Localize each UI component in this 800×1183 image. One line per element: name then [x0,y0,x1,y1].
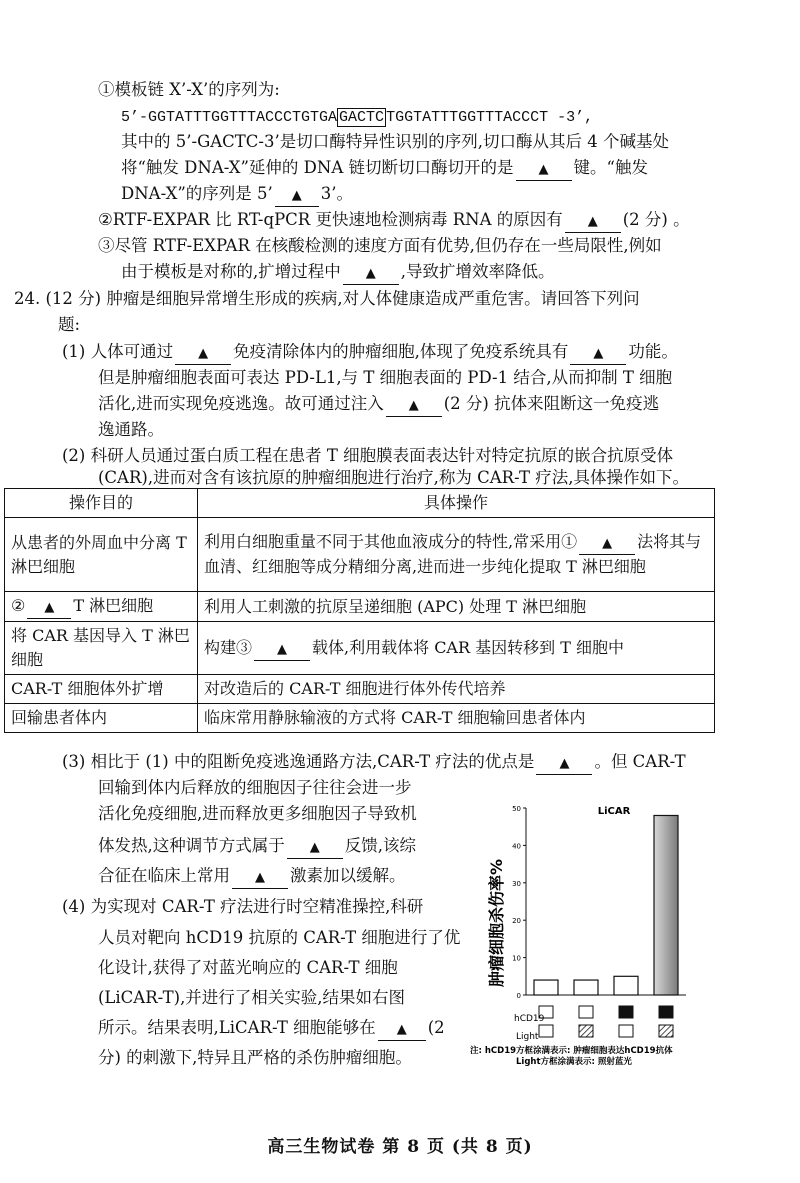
sequence-part-b: TGGTATTTGGTTTACCCT -3’, [386,109,594,126]
y-tick-label: 10 [512,954,521,963]
q24-s4-line5-text: 所示。结果表明,LiCAR-T 细胞能够在 [98,1018,376,1037]
row3-purpose: 将 CAR 基因导入 T 淋巴细胞 [5,622,198,675]
row2-purpose [5,592,198,622]
q24-s2-line2: (CAR),进而对含有该抗原的肿瘤细胞进行治疗,称为 CAR-T 疗法,具体操作如下。 [98,468,690,487]
q23-p1-line3: 其中的 5’-GACTC-3’是切口酶特异性识别的序列,切口酶从其后 4 个碱基处 [121,132,669,151]
hcd19-condition-box [619,1006,633,1018]
q23-p3-line2 [121,260,555,285]
answer-blank-reason[interactable]: ▲ [565,212,621,233]
q24-s1-line4: 逸通路。 [98,420,164,439]
chart-bar [614,976,638,995]
answer-blank-advantage[interactable]: ▲ [536,754,592,775]
q24-s3-line5-text: 合征在临床上常用 [98,866,230,885]
y-tick-label: 20 [512,917,521,926]
answer-blank-method[interactable]: ▲ [579,534,635,555]
chart-condition-boxes [539,1006,673,1037]
table-row [5,518,715,592]
q24-s2-line1: (2) 科研人员通过蛋白质工程在患者 T 细胞膜表面表达针对特定抗原的嵌合抗原受体 [62,446,674,465]
table-row [5,592,715,622]
chart-bar [654,815,678,995]
q23-p1-line5 [121,182,353,207]
answer-blank-stimulus[interactable]: ▲ [378,1020,426,1041]
row4-purpose: CAR-T 细胞体外扩增 [5,675,198,704]
q24-s1-line1-mid: 免疫清除体内的肿瘤细胞,体现了免疫系统具有 [233,342,569,361]
header-purpose: 操作目的 [5,489,198,518]
q24-s4-line2: 人员对靶向 hCD19 抗原的 CAR-T 细胞进行了优 [98,928,461,947]
q24-s3-line4-tail: 反馈,该综 [344,836,416,855]
answer-blank-vector[interactable]: ▲ [254,640,310,661]
chart-y-label: 肿瘤细胞杀伤率% [487,858,506,988]
q24-heading-cont: 题: [58,315,81,334]
row3-operation-text: 构建③ [204,637,253,657]
table-row [5,675,715,704]
row1-operation-text: 利用白细胞重量不同于其他血液成分的特性,常采用① [204,532,578,551]
answer-blank-feedback[interactable]: ▲ [287,838,343,859]
q24-s4-line3: 化设计,获得了对蓝光响应的 CAR-T 细胞 [98,958,398,977]
chart-title: LiCAR [597,806,631,817]
q24-s4-line5-tail: (2 [427,1018,445,1037]
answer-blank-antibody[interactable]: ▲ [386,396,442,417]
answer-blank-immune-function[interactable]: ▲ [570,344,626,365]
answer-blank-bond[interactable]: ▲ [516,160,572,181]
header-operation: 具体操作 [198,489,715,518]
q24-s4-line5 [98,1016,445,1041]
chart-note-line1: 注: hCD19方框涂满表示: 肿瘤细胞表达hCD19抗体 [470,1046,673,1056]
row4-operation: 对改造后的 CAR-T 细胞进行体外传代培养 [198,675,715,704]
q23-p2-text: ②RTF-EXPAR 比 RT-qPCR 更快速地检测病毒 RNA 的原因有 [98,210,563,229]
q24-s4-line4: (LiCAR-T),并进行了相关实验,结果如右图 [98,988,406,1007]
q23-p1-line5-text: DNA-X”的序列是 5’ [121,184,273,203]
row2-purpose-num: ② [11,596,26,615]
row3-operation-tail: 载体,利用载体将 CAR 基因转移到 T 细胞中 [312,637,624,657]
q24-s3-line1 [62,750,686,775]
q23-p2 [98,208,690,233]
answer-blank-limitation[interactable]: ▲ [343,264,399,285]
light-condition-box [659,1025,673,1037]
q23-p1-line4-text: 将“触发 DNA-X”延伸的 DNA 链切断切口酶切开的是 [121,158,514,177]
sequence-boxed-site: GACTC [339,109,385,126]
chart-bar [574,980,598,995]
table-header-row [5,489,715,518]
licar-chart-svg [468,798,728,1078]
y-tick-label: 50 [512,805,521,813]
row3-operation [198,622,715,675]
row2-operation: 利用人工刺激的抗原呈递细胞 (APC) 处理 T 淋巴细胞 [198,592,715,622]
row5-purpose: 回输患者体内 [5,704,198,733]
operations-table [4,488,715,733]
answer-blank-trigger-seq[interactable]: ▲ [275,186,319,207]
table-row [5,704,715,733]
table-row [5,622,715,675]
q23-p1-line5-tail: 3’。 [320,184,353,203]
q23-p1-line4-tail: 键。“触发 [573,158,648,177]
q24-s1-line1-tail: 功能。 [628,342,678,361]
q23-p1-intro: ①模板链 X’-X’的序列为: [98,80,280,99]
q23-p1-line4 [121,156,648,181]
chart-note-line2: Light方框涂满表示: 照射蓝光 [516,1057,632,1067]
template-sequence [121,104,593,130]
row-label-hcd19: hCD19 [514,1014,545,1024]
q24-s1-line3-text: 活化,进而实现免疫逃逸。故可通过注入 [98,394,384,413]
q24-s1-line3 [98,392,659,417]
sequence-part-a: 5’-GGTATTTGGTTTACCCTGTGA [121,109,338,126]
row1-purpose: 从患者的外周血中分离 T 淋巴细胞 [5,518,198,592]
q24-s1-line1-text: (1) 人体可通过 [62,342,174,361]
hcd19-condition-box [579,1006,593,1018]
q23-p2-tail: (2 分) 。 [622,210,690,229]
chart-bar [534,980,558,995]
row2-purpose-tail: T 淋巴细胞 [73,596,154,615]
row-label-light: Light [516,1032,539,1042]
q24-s3-line1-tail: 。但 CAR-T [594,752,686,771]
row1-operation [198,518,715,592]
q24-s3-line1-text: (3) 相比于 (1) 中的阻断免疫逃逸通路方法,CAR-T 疗法的优点是 [62,752,535,771]
q24-s3-line4-text: 体发热,这种调节方式属于 [98,836,285,855]
q24-s1-line2: 但是肿瘤细胞表面可表达 PD-L1,与 T 细胞表面的 PD-1 结合,从而抑制 T 细胞 [98,368,673,387]
light-condition-box [579,1025,593,1037]
row5-operation: 临床常用静脉输液的方式将 CAR-T 细胞输回患者体内 [198,704,715,733]
q24-s1-line3-tail: (2 分) 抗体来阻断这一免疫逃 [443,394,660,413]
y-tick-label: 0 [516,992,521,1000]
light-condition-box [619,1025,633,1037]
q23-p3-line2-tail: ,导致扩增效率降低。 [400,262,555,281]
q24-s3-line3: 活化免疫细胞,进而释放更多细胞因子导致机 [98,804,417,823]
row1-operation-tail: 法将其与血清、红细胞等成分精细分离,进而进一步纯化提取 T 淋巴细胞 [204,532,702,576]
licar-chart [468,798,728,1078]
q24-s3-line5-tail: 激素加以缓解。 [290,866,406,885]
q24-s1-line1 [62,340,678,365]
q24-s3-line4 [98,834,416,859]
hcd19-condition-box [659,1006,673,1018]
answer-blank-hormone[interactable]: ▲ [232,868,288,889]
page-footer: 高三生物试卷 第 8 页 (共 8 页) [267,1137,533,1157]
q23-p3-line2-text: 由于模板是对称的,扩增过程中 [121,262,341,281]
q24-s3-line5 [98,864,406,889]
y-tick-label: 40 [512,842,521,851]
q24-s4-line1: (4) 为实现对 CAR-T 疗法进行时空精准操控,科研 [62,897,424,916]
q24-s4-line6: 分) 的刺激下,特异且严格的杀伤肿瘤细胞。 [98,1048,412,1067]
chart-bars [534,815,678,995]
answer-blank-activate[interactable]: ▲ [27,598,71,619]
y-tick-label: 30 [512,879,521,888]
light-condition-box [539,1025,553,1037]
answer-blank-immunity-type[interactable]: ▲ [175,344,231,365]
q24-heading: 24. (12 分) 肿瘤是细胞异常增生形成的疾病,对人体健康造成严重危害。请回答下列问 [14,289,640,308]
q23-p3-line1: ③尽管 RTF-EXPAR 在核酸检测的速度方面有优势,但仍存在一些局限性,例如 [98,236,662,255]
q24-s3-line2: 回输到体内后释放的细胞因子往往会进一步 [98,778,412,797]
